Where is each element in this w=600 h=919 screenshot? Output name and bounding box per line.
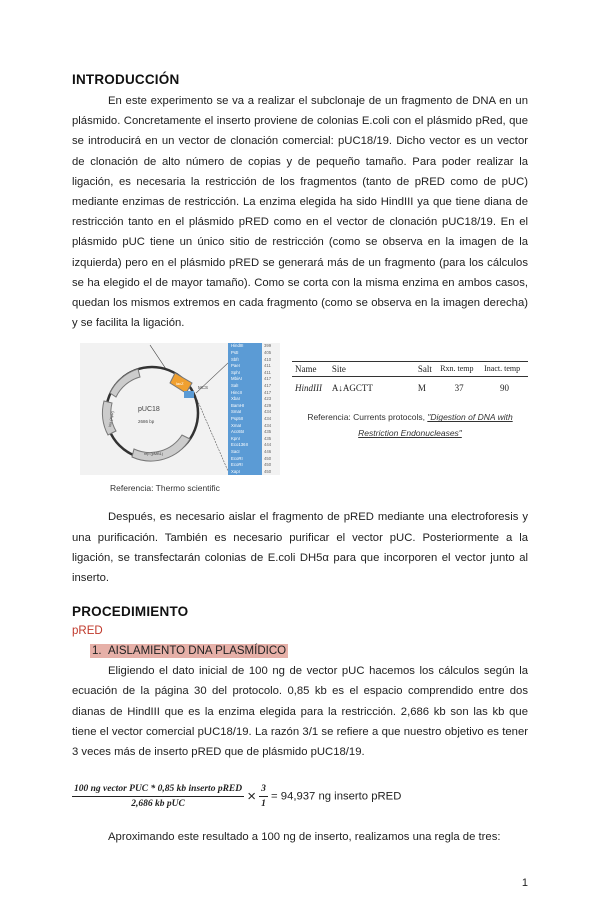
restriction-site-position: 399	[264, 343, 272, 349]
item-title: AISLAMIENTO DNA PLASMÍDICO	[107, 645, 287, 658]
restriction-site-name: XbaI	[231, 396, 240, 402]
item-number: 1.	[92, 645, 102, 658]
times-sign: ×	[247, 788, 257, 806]
restriction-site-position: 411	[264, 363, 271, 369]
restriction-site-name: HindIII	[231, 343, 244, 349]
plasmid-size: 2686 bp	[138, 419, 155, 425]
procedure-heading: PROCEDIMIENTO	[72, 604, 189, 620]
restriction-site-position: 417	[264, 389, 272, 395]
table-header-row	[292, 362, 528, 377]
rep-label: rep (pMB1)	[144, 452, 163, 457]
restriction-site-name: SacI	[231, 448, 240, 454]
restriction-site-name: EcoRI	[231, 455, 243, 461]
page-number: 1	[521, 877, 528, 890]
restriction-site-position: 417	[264, 383, 272, 388]
header-inact-temp: Inact. temp	[481, 362, 528, 377]
ratio-numerator: 3	[259, 784, 268, 797]
restriction-site-position: 423	[264, 396, 272, 402]
restriction-site-name: XmaI	[231, 422, 242, 428]
formula-ratio-fraction	[259, 784, 268, 809]
cell-salt: M	[417, 383, 426, 394]
restriction-site-position: 411	[264, 369, 271, 375]
restriction-site-position: 434	[264, 422, 272, 428]
ratio-denominator: 1	[261, 799, 266, 810]
plasmid-figure	[72, 343, 290, 493]
plasmid-circle-diagram	[80, 343, 228, 475]
restriction-site-position: 435	[264, 435, 272, 441]
restriction-site-name: SalI	[231, 383, 239, 388]
restriction-site-name: PaeI	[231, 363, 240, 369]
caption-prefix: Referencia: Currents protocols,	[307, 412, 428, 423]
header-salt: Salt	[415, 362, 437, 377]
intro-paragraph	[72, 91, 528, 333]
restriction-site-position: 417	[264, 376, 272, 382]
cell-rxn-temp: 37	[454, 383, 464, 394]
restriction-site-name: BamHI	[231, 402, 245, 408]
procedure-subheading: pRED	[72, 625, 103, 638]
plasmid-name: pUC18	[138, 406, 160, 414]
enzyme-table-block	[292, 361, 528, 441]
restriction-site-position: 435	[264, 429, 272, 435]
item-highlight	[90, 644, 288, 658]
restriction-site-position: 410	[264, 356, 272, 362]
caption-reference: "Digestion of DNA with Restriction Endonucleases"	[358, 412, 513, 439]
intro-text: En este experimento se va a realizar el subclonaje de un fragmento de DNA en un plásmido. Concretamente el inserto proviene de colonias E.coli con el plásmido pRed, que se introducirá en un vector de clonación comercial: pUC18/19. Dicho vector es un vector de clonación de alto número de copias y de pequeño tamaño. Para poder realizar la ligación, es necesaria la restricción de los fragmentos (tanto de pRED como de pUC) mediante enzimas de restricción. La enzima elegida ha sido HindIII ya que tiene diana de restricción tanto en el plásmido pRED como en el vector de clonación pUC18/19. En el plásmido pUC tiene un único sitio de restricción (como se observa en la imagen de la izquierda) pero en el plásmido pRED se generará más de un fragmento (para los cálculos se ha elegido el de mayor tamaño). Como se corta con la misma enzima en ambos casos, quedan los mismos extremos en cada fragmento (como se observa en la imagen derecha) y se facilita la ligación.	[72, 95, 528, 330]
mcs-site-positions	[264, 343, 280, 475]
restriction-site-position: 434	[264, 409, 272, 415]
mcs-site-list	[228, 343, 262, 475]
restriction-site-position: 450	[264, 468, 272, 474]
restriction-site-position: 450	[264, 462, 272, 468]
paragraph-2-text: Después, es necesario aislar el fragmento de pRED mediante una electroforesis y una purificación. También es necesario purificar el vector pUC. Posteriormente a la ligación, se transfectarán colonias de E.coli DH5α para que incorporen el vector junto al inserto.	[72, 511, 528, 585]
header-rxn-temp: Rxn. temp	[437, 362, 481, 377]
paragraph-2	[72, 507, 528, 588]
restriction-site-position: 450	[264, 455, 272, 461]
intro-heading: INTRODUCCIÓN	[72, 72, 180, 87]
figure-caption: Referencia: Thermo scientific	[110, 483, 220, 494]
restriction-site-name: HincII	[231, 389, 242, 395]
table-row	[292, 377, 528, 400]
enzyme-table	[292, 361, 528, 399]
cell-inact-temp: 90	[500, 383, 510, 394]
restriction-site-position: 429	[264, 402, 272, 408]
restriction-site-position: 446	[264, 448, 272, 454]
restriction-site-position: 444	[264, 442, 272, 448]
mcs-label: MCS	[198, 385, 208, 391]
formula-denominator: 2,686 kb pUC	[131, 799, 185, 810]
list-item-1	[90, 641, 528, 659]
bla-label: bla (ApR)	[108, 411, 115, 428]
formula-result: = 94,937 ng inserto pRED	[271, 790, 402, 803]
restriction-site-name: EcoRI	[231, 462, 243, 468]
ratio-formula	[72, 784, 528, 809]
restriction-site-name: SmaI	[231, 409, 242, 415]
lacz-label: lacZ	[176, 381, 184, 387]
table-caption	[292, 409, 528, 441]
restriction-site-name: Acc65I	[231, 429, 245, 435]
puc18-plasmid-map	[80, 343, 280, 475]
restriction-site-name: SphI	[231, 369, 240, 375]
restriction-site-position: 405	[264, 350, 272, 356]
restriction-site-name: XapI	[231, 468, 240, 474]
figures-row	[72, 343, 528, 493]
restriction-site-name: SbfI	[231, 356, 239, 362]
paragraph-after-text: Aproximando este resultado a 100 ng de inserto, realizamos una regla de tres:	[108, 831, 501, 844]
restriction-site-name: MbiAI	[231, 376, 242, 382]
header-site: Site	[329, 362, 415, 377]
restriction-site-name: KpnI	[231, 435, 240, 441]
paragraph-after-formula	[72, 827, 528, 847]
cell-name: HindIII	[295, 383, 322, 394]
restriction-site-position: 434	[264, 415, 272, 421]
restriction-site-name: Eco136II	[231, 442, 248, 448]
cell-site: A↓AGCTT	[331, 383, 373, 394]
procedure-text: Eligiendo el dato inicial de 100 ng de vector pUC hacemos los cálculos según la ecuación de la página 30 del protocolo. 0,85 kb es el espacio comprendido entre dos dianas de HindIII que es la enzima elegida para la restricción. 2,686 kb son las kb que tiene el vector comercial pUC18/19. La razón 3/1 se refiere a que nuestro objetivo es tener 3 veces más de inserto pRED que de plásmido pUC18/19.	[72, 665, 528, 759]
restriction-site-name: Psp5II	[231, 415, 244, 421]
procedure-paragraph	[72, 661, 528, 762]
formula-main-fraction	[72, 784, 244, 809]
formula-numerator: 100 ng vector PUC * 0,85 kb inserto pRED	[72, 784, 244, 797]
restriction-site-name: PstI	[231, 350, 239, 356]
header-name: Name	[292, 362, 329, 377]
